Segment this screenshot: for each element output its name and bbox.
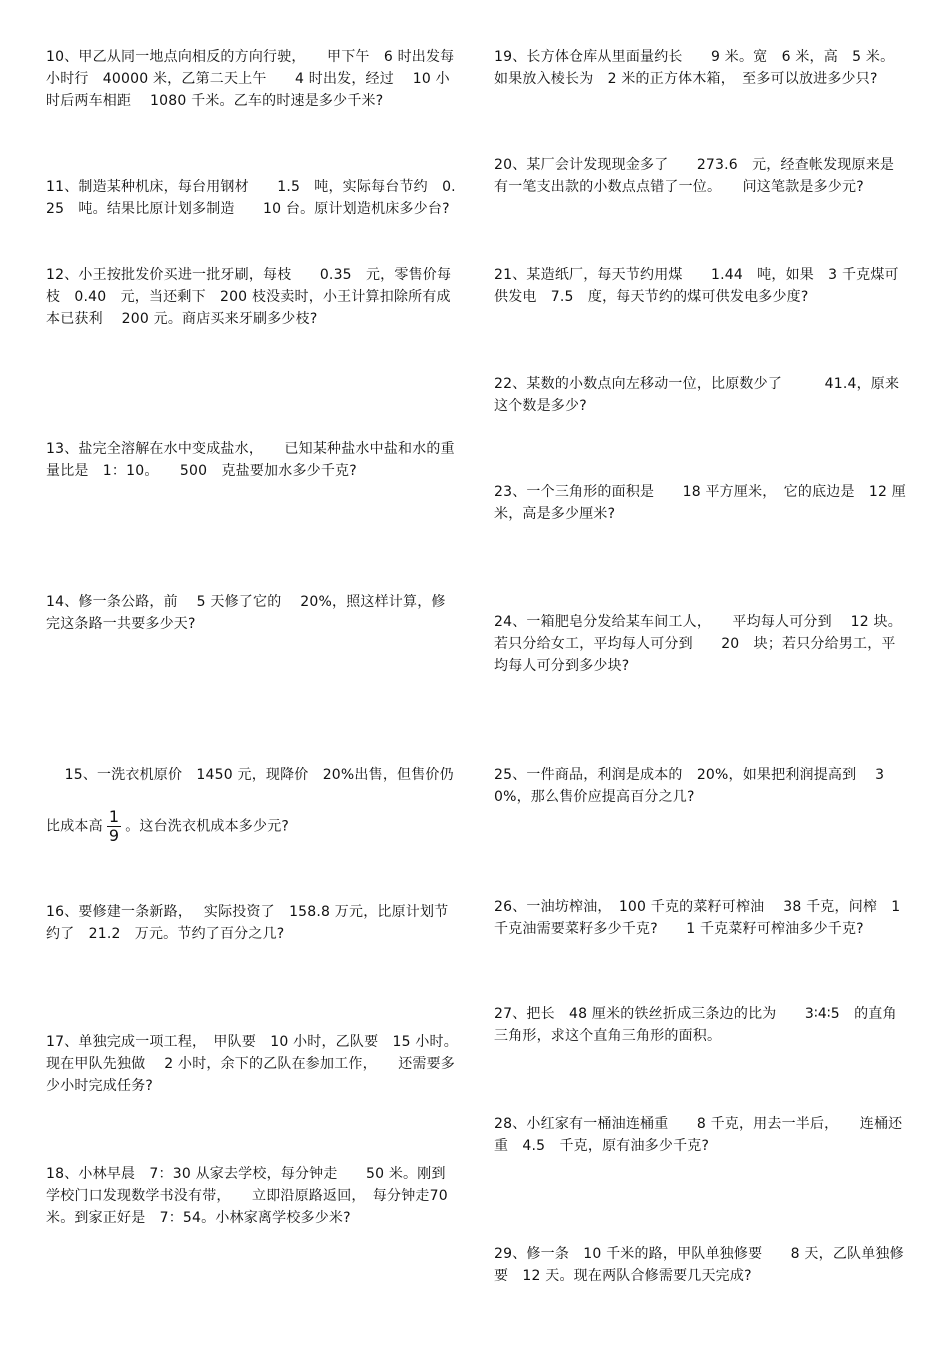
problem-14: 14、修一条公路，前 5 天修了它的 20%，照这样计算，修完这条路一共要多少天?: [46, 594, 446, 632]
problem-24: 24、一箱肥皂分发给某车间工人， 平均每人可分到 12 块。若只分给女工，平均每人可分到 20 块；若只分给男工，平均每人可分到多少块?: [494, 614, 902, 674]
problem-17: 17、单独完成一项工程， 甲队要 10 小时，乙队要 15 小时。现在甲队先独做 2 小时，余下的乙队在参加工作， 还需要多少小时完成任务?: [46, 1034, 458, 1094]
problem-15-fraction-line: [46, 808, 458, 852]
problem-15: [46, 742, 458, 896]
fraction-denominator: 9: [108, 826, 120, 845]
problem-28: 28、小红家有一桶油连桶重 8 千克，用去一半后， 连桶还重 4.5 千克，原有油多少千克?: [494, 1116, 903, 1154]
problem-15-suffix: 。这台洗衣机成本多少元?: [125, 818, 290, 835]
problem-22: 22、某数的小数点向左移动一位，比原数少了 41.4，原来这个数是多少?: [494, 376, 900, 414]
problem-15-line1: 15、一洗衣机原价 1450 元，现降价 20%出售，但售价仍: [64, 767, 454, 783]
problem-23: 23、一个三角形的面积是 18 平方厘米， 它的底边是 12 厘米，高是多少厘米?: [494, 484, 906, 522]
problem-20: 20、某厂会计发现现金多了 273.6 元，经查帐发现原来是有一笔支出款的小数点点错了一位。 问这笔款是多少元?: [494, 157, 895, 195]
problem-26: 26、一油坊榨油， 100 千克的菜籽可榨油 38 千克，问榨 1 千克油需要菜籽多少千克? 1 千克菜籽可榨油多少千克?: [494, 899, 906, 937]
problem-10: 10、甲乙从同一地点向相反的方向行驶， 甲下午 6 时出发每小时行 40000 米，乙第二天上午 4 时出发，经过 10 小时后两车相距 1080 千米。乙车的时速是多少千米?: [46, 49, 455, 109]
problem-16: 16、要修建一条新路， 实际投资了 158.8 万元，比原计划节约了 21.2 万元。节约了百分之几?: [46, 904, 449, 942]
fraction-numerator: 1: [108, 807, 120, 826]
problem-29: 29、修一条 10 千米的路，甲队单独修要 8 天，乙队单独修要 12 天。现在两队合修需要几天完成?: [494, 1246, 904, 1284]
problem-25: 25、一件商品，利润是成本的 20%，如果把利润提高到 30%，那么售价应提高百分之几?: [494, 767, 885, 805]
problem-19: 19、长方体仓库从里面量约长 9 米。宽 6 米，高 5 米。如果放入棱长为 2 米的正方体木箱， 至多可以放进多少只?: [494, 49, 895, 87]
problem-21: 21、某造纸厂，每天节约用煤 1.44 吨，如果 3 千克煤可供发电 7.5 度，每天节约的煤可供发电多少度?: [494, 267, 899, 305]
problem-13: 13、盐完全溶解在水中变成盐水， 已知某种盐水中盐和水的重量比是 1：10。 500 克盐要加水多少千克?: [46, 441, 455, 479]
problem-27: 27、把长 48 厘米的铁丝折成三条边的比为 3∶4∶5 的直角三角形，求这个直角三角形的面积。: [494, 1006, 897, 1044]
problem-11: 11、制造某种机床，每台用钢材 1.5 吨，实际每台节约 0.25 吨。结果比原计划多制造 10 台。原计划造机床多少台?: [46, 179, 456, 217]
problem-12: 12、小王按批发价买进一批牙刷，每枝 0.35 元，零售价每枝 0.40 元，当还剩下 200 枝没卖时，小王计算扣除所有成本已获利 200 元。商店买来牙刷多少枝?: [46, 267, 452, 327]
problem-18: 18、小林早晨 7：30 从家去学校，每分钟走 50 米。刚到学校门口发现数学书没有带， 立即沿原路返回， 每分钟走70 米。到家正好是 7：54。小林家离学校多少米?: [46, 1166, 453, 1226]
fraction-one-ninth: [107, 808, 121, 845]
problem-15-prefix: 比成本高: [46, 818, 103, 835]
